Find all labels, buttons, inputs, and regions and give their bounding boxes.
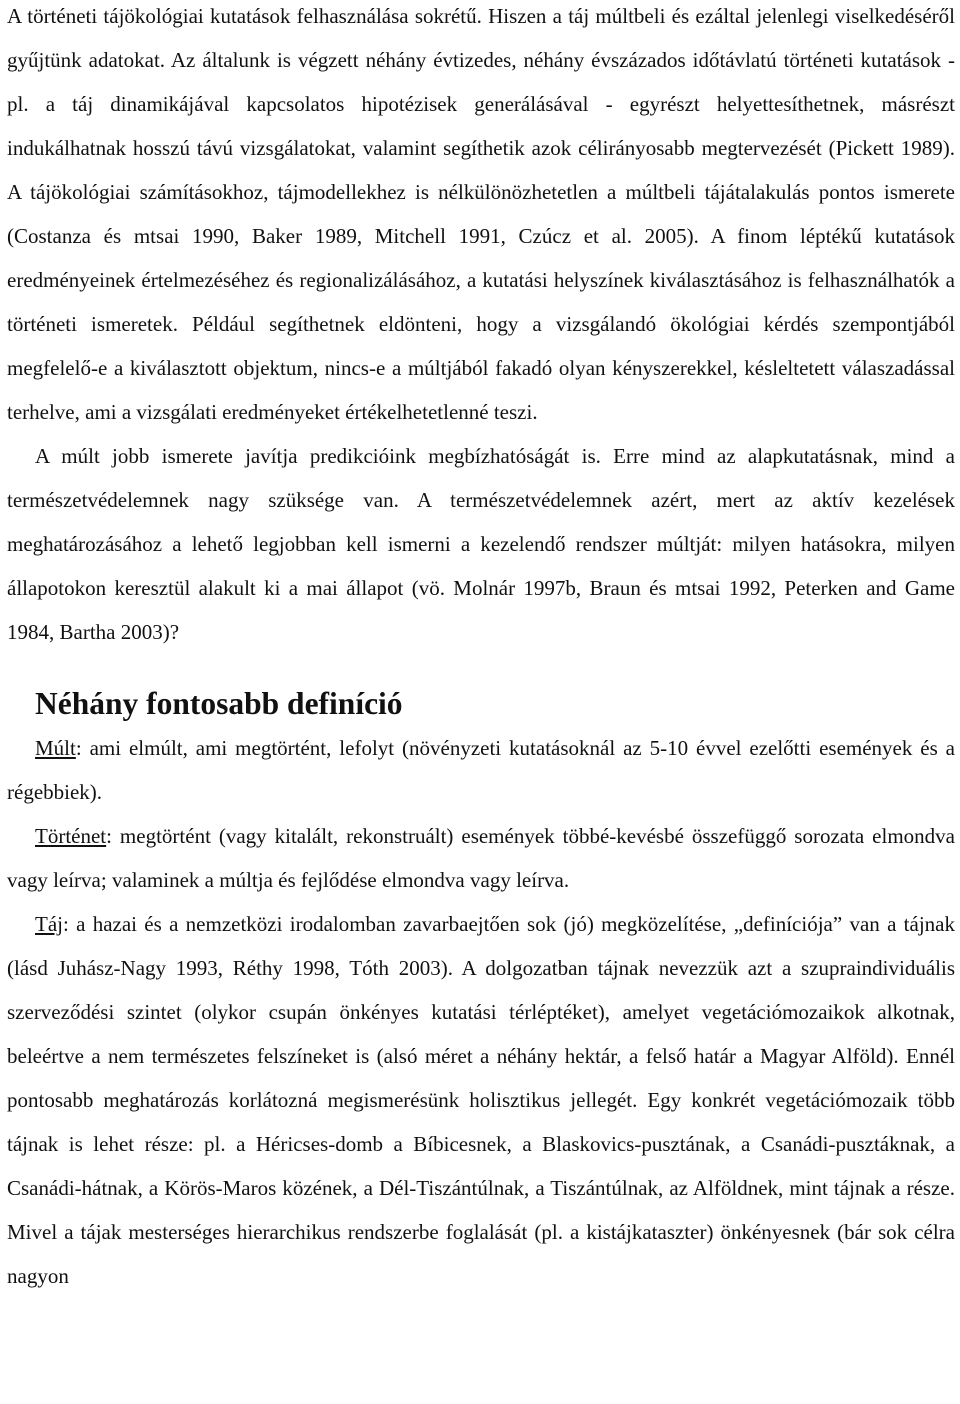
definition-mult-text: : ami elmúlt, ami megtörtént, lefolyt (növényzeti kutatásoknál az 5-10 évvel ezelőtti események és a régebbiek).: [7, 736, 955, 804]
paragraph-past-knowledge-prediction: A múlt jobb ismerete javítja predikcióink megbízhatóságát is. Erre mind az alapkutatásnak, mind a természetvédelemnek nagy szüksége van. A természetvédelemnek azért, mert az aktív kezelések meghatározásához a lehető legjobban kell ismerni a kezelendő rendszer múltját: milyen hatásokra, milyen állapotokon keresztül alakult ki a mai állapot (vö. Molnár 1997b, Braun és mtsai 1992, Peterken and Game 1984, Bartha 2003)?: [7, 444, 955, 644]
term-tortenet: Történet: [35, 824, 107, 848]
section-heading-definitions: Néhány fontosabb definíció: [35, 686, 403, 721]
definition-taj-text: : a hazai és a nemzetközi irodalomban zavarbaejtően sok (jó) megközelítése, „definíciója” van a tájnak (lásd Juhász-Nagy 1993, Réthy 1998, Tóth 2003). A dolgozatban tájnak nevezzük azt a szupraindividuális szerveződési szintet (olykor csupán önkényes kutatási térléptéket), amelyet vegetációmozaikok alkotnak, beleértve a nem természetes felszíneket is (alsó méret a néhány hektár, a felső határ a Magyar Alföld). Ennél pontosabb meghatározás korlátozná megismerésünk holisztikus jellegét. Egy konkrét vegetációmozaik több tájnak is lehet része: pl. a Héricses-domb a Bíbicesnek, a Blaskovics-pusztának, a Csanádi-pusztáknak, a Csanádi-hátnak, a Körös-Maros közének, a Dél-Tiszántúlnak, a Tiszántúlnak, az Alföldnek, mint tájnak a része. Mivel a tájak mesterséges hierarchikus rendszerbe foglalását (pl. a kistájkataszter) önkényesnek (bár sok célra nagyon: [7, 912, 955, 1288]
definition-tortenet: [7, 814, 955, 902]
definition-mult: [7, 726, 955, 814]
definition-taj: [7, 902, 955, 1298]
document-page: [7, 0, 955, 1298]
term-mult: Múlt: [35, 736, 76, 760]
definition-tortenet-text: : megtörtént (vagy kitalált, rekonstruált) események többé-kevésbé összefüggő sorozata elmondva vagy leírva; valaminek a múltja és fejlődése elmondva vagy leírva.: [7, 824, 955, 892]
term-taj: Táj: [35, 912, 63, 936]
paragraph-historical-research-uses: A történeti tájökológiai kutatások felhasználása sokrétű. Hiszen a táj múltbeli és ezáltal jelenlegi viselkedéséről gyűjtünk adatokat. Az általunk is végzett néhány évtizedes, néhány évszázados időtávlatú történeti kutatások - pl. a táj dinamikájával kapcsolatos hipotézisek generálásával - egyrészt helyettesíthetnek, másrészt indukálhatnak hosszú távú vizsgálatokat, valamint segíthetik azok célirányosabb megtervezését (Pickett 1989). A tájökológiai számításokhoz, tájmodellekhez is nélkülönözhetetlen a múltbeli tájátalakulás pontos ismerete (Costanza és mtsai 1990, Baker 1989, Mitchell 1991, Czúcz et al. 2005). A finom léptékű kutatások eredményeinek értelmezéséhez és regionalizálásához, a kutatási helyszínek kiválasztásához is felhasználhatók a történeti ismeretek. Például segíthetnek eldönteni, hogy a vizsgálandó ökológiai kérdés szempontjából megfelelő-e a kiválasztott objektum, nincs-e a múltjából fakadó olyan kényszerekkel, késleltetett válaszadással terhelve, ami a vizsgálati eredményeket értékelhetetlenné teszi.: [7, 4, 955, 424]
